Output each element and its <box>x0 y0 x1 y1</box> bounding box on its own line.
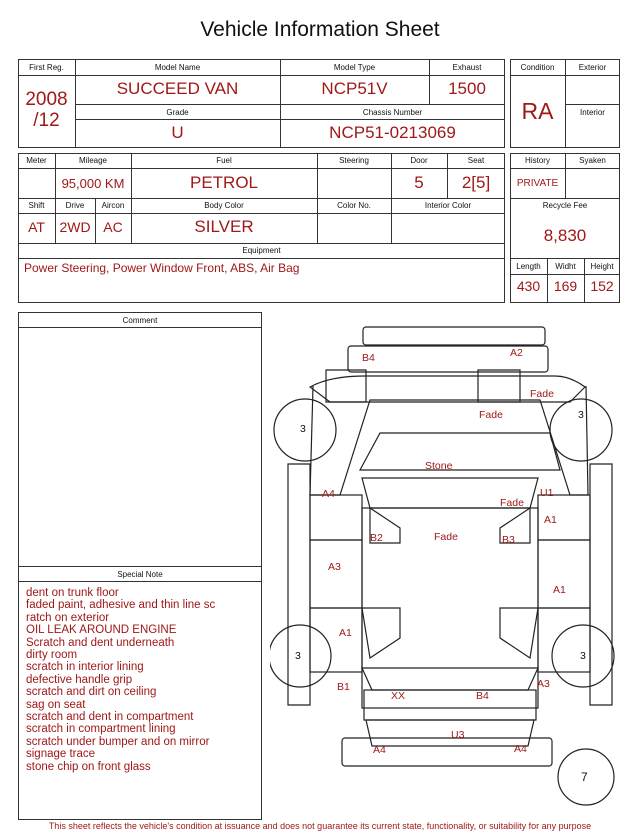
fuel-label: Fuel <box>216 156 232 165</box>
recycle-fee-value: 8,830 <box>543 226 587 245</box>
special-note-label: Special Note <box>117 570 163 579</box>
length-value: 430 <box>516 278 541 294</box>
mark-a1-r2: A1 <box>553 584 566 596</box>
mark-u3: U3 <box>451 729 465 741</box>
mark-b4-top: B4 <box>362 352 375 364</box>
shift-value: AT <box>28 219 45 235</box>
condition-label: Condition <box>520 63 555 72</box>
model-name-label: Model Name <box>154 63 201 72</box>
mark-fade-tr: Fade <box>530 388 554 400</box>
seat-value: 2[5] <box>461 173 491 192</box>
mark-fade-center: Fade <box>434 531 458 543</box>
front-arch-left <box>326 370 366 402</box>
special-note-item: signage trace <box>26 748 96 761</box>
chassis-value: NCP51-0213069 <box>329 123 456 142</box>
special-note-list <box>26 587 258 773</box>
mark-tire-fr: 3 <box>578 409 584 421</box>
mark-spare: 7 <box>581 770 588 784</box>
special-note-item: sag on seat <box>26 698 86 711</box>
left-mid-door <box>310 540 362 608</box>
height-label: Height <box>590 262 614 271</box>
mark-a3-right: A3 <box>537 678 550 690</box>
body-color-value: SILVER <box>194 217 254 236</box>
exterior-label: Exterior <box>578 63 607 72</box>
body-left <box>288 464 310 705</box>
special-note-item: scratch and dirt on ceiling <box>26 686 157 699</box>
right-pillar-rear <box>500 608 538 658</box>
left-front-door <box>310 495 362 540</box>
special-note-item: dent on trunk floor <box>26 587 119 599</box>
mark-tire-rl: 3 <box>295 650 301 662</box>
mark-a4-bl: A4 <box>373 744 386 756</box>
mileage-value: 95,000 KM <box>61 176 125 191</box>
mark-tire-fl: 3 <box>300 423 306 435</box>
left-pillar-rear <box>362 608 400 658</box>
width-label: Widht <box>555 262 576 271</box>
special-note-item: defective handle grip <box>26 673 133 686</box>
mark-u1: U1 <box>540 487 554 499</box>
disclaimer-footer: This sheet reflects the vehicle's condition at issuance and does not guarantee its current state, functionality, or suitability for any purpose <box>48 821 592 831</box>
special-note-item: dirty room <box>26 649 78 662</box>
special-note-item: ratch on exterior <box>26 611 110 624</box>
mark-a3-left: A3 <box>328 561 341 573</box>
door-value: 5 <box>414 173 424 192</box>
mark-b4-rear: B4 <box>476 690 489 702</box>
mark-a4-br: A4 <box>514 743 527 755</box>
tailgate <box>364 690 536 720</box>
mark-stone: Stone <box>425 460 453 472</box>
body-color-label: Body Color <box>204 201 244 210</box>
right-mid-door <box>538 540 590 608</box>
vehicle-damage-diagram <box>270 318 630 818</box>
front-arch-right <box>478 370 520 402</box>
first-reg-month: /12 <box>33 110 60 131</box>
interior-color-label: Interior Color <box>424 201 472 210</box>
special-note-item: scratch in interior lining <box>26 661 144 674</box>
history-value: PRIVATE <box>516 178 559 189</box>
steering-label: Steering <box>339 156 369 165</box>
first-reg-label: First Reg. <box>29 63 64 72</box>
fuel-value: PETROL <box>189 173 259 192</box>
mileage-label: Mileage <box>78 156 107 165</box>
recycle-fee-label: Recycle Fee <box>542 201 588 210</box>
interior-label: Interior <box>580 108 605 117</box>
front-bumper <box>363 327 545 345</box>
windshield <box>360 433 560 470</box>
width-value: 169 <box>553 278 578 294</box>
length-label: Length <box>516 262 541 271</box>
meter-label: Meter <box>26 156 47 165</box>
door-label: Door <box>410 156 428 165</box>
body-right <box>590 464 612 705</box>
special-note-item: scratch and dent in compartment <box>26 711 194 724</box>
special-note-item: stone chip on front glass <box>26 760 151 773</box>
equipment-value: Power Steering, Power Window Front, ABS, Air Bag <box>24 261 300 275</box>
mark-a1-left: A1 <box>339 627 352 639</box>
page-title: Vehicle Information Sheet <box>200 18 440 41</box>
mark-b3: B3 <box>502 534 515 546</box>
mark-b1: B1 <box>337 681 350 693</box>
left-rear-door <box>310 608 362 672</box>
syaken-label: Syaken <box>579 156 606 165</box>
exhaust-value: 1500 <box>448 79 486 98</box>
model-type-label: Model Type <box>333 63 376 72</box>
special-note-item: scratch in compartment lining <box>26 723 176 736</box>
right-rear-door <box>538 608 590 672</box>
grade-value: U <box>171 123 184 142</box>
history-label: History <box>525 156 550 165</box>
first-reg-year: 2008 <box>25 89 68 110</box>
drive-label: Drive <box>65 201 85 210</box>
special-note-item: scratch under bumper and on mirror <box>26 735 210 748</box>
special-note-item: Scratch and dent underneath <box>26 636 175 649</box>
comment-label: Comment <box>122 316 158 325</box>
color-no-label: Color No. <box>337 201 371 210</box>
mark-xx: XX <box>391 690 406 702</box>
mark-a1-r1: A1 <box>544 514 557 526</box>
model-type-value: NCP51V <box>321 79 388 98</box>
equipment-label: Equipment <box>242 246 281 255</box>
aircon-label: Aircon <box>101 201 125 210</box>
mark-tire-rr: 3 <box>580 650 586 662</box>
mark-a2: A2 <box>510 347 523 359</box>
mark-b2: B2 <box>370 532 383 544</box>
shift-label: Shift <box>28 201 45 210</box>
height-value: 152 <box>590 278 614 294</box>
tailgate-lower <box>366 720 534 746</box>
seat-label: Seat <box>467 156 485 165</box>
chassis-label: Chassis Number <box>362 108 423 117</box>
grade-label: Grade <box>166 108 189 117</box>
special-note-item: faded paint, adhesive and thin line sc <box>26 599 216 612</box>
mark-a4-left: A4 <box>322 488 335 500</box>
drive-value: 2WD <box>59 219 91 235</box>
special-note-item: OIL LEAK AROUND ENGINE <box>26 624 177 637</box>
exhaust-label: Exhaust <box>452 63 482 72</box>
mark-fade-right: Fade <box>500 497 524 509</box>
rear-window <box>362 668 538 690</box>
condition-value: RA <box>521 98 554 124</box>
mark-fade-top: Fade <box>479 409 503 421</box>
aircon-value: AC <box>103 219 123 235</box>
model-name-value: SUCCEED VAN <box>116 79 239 98</box>
